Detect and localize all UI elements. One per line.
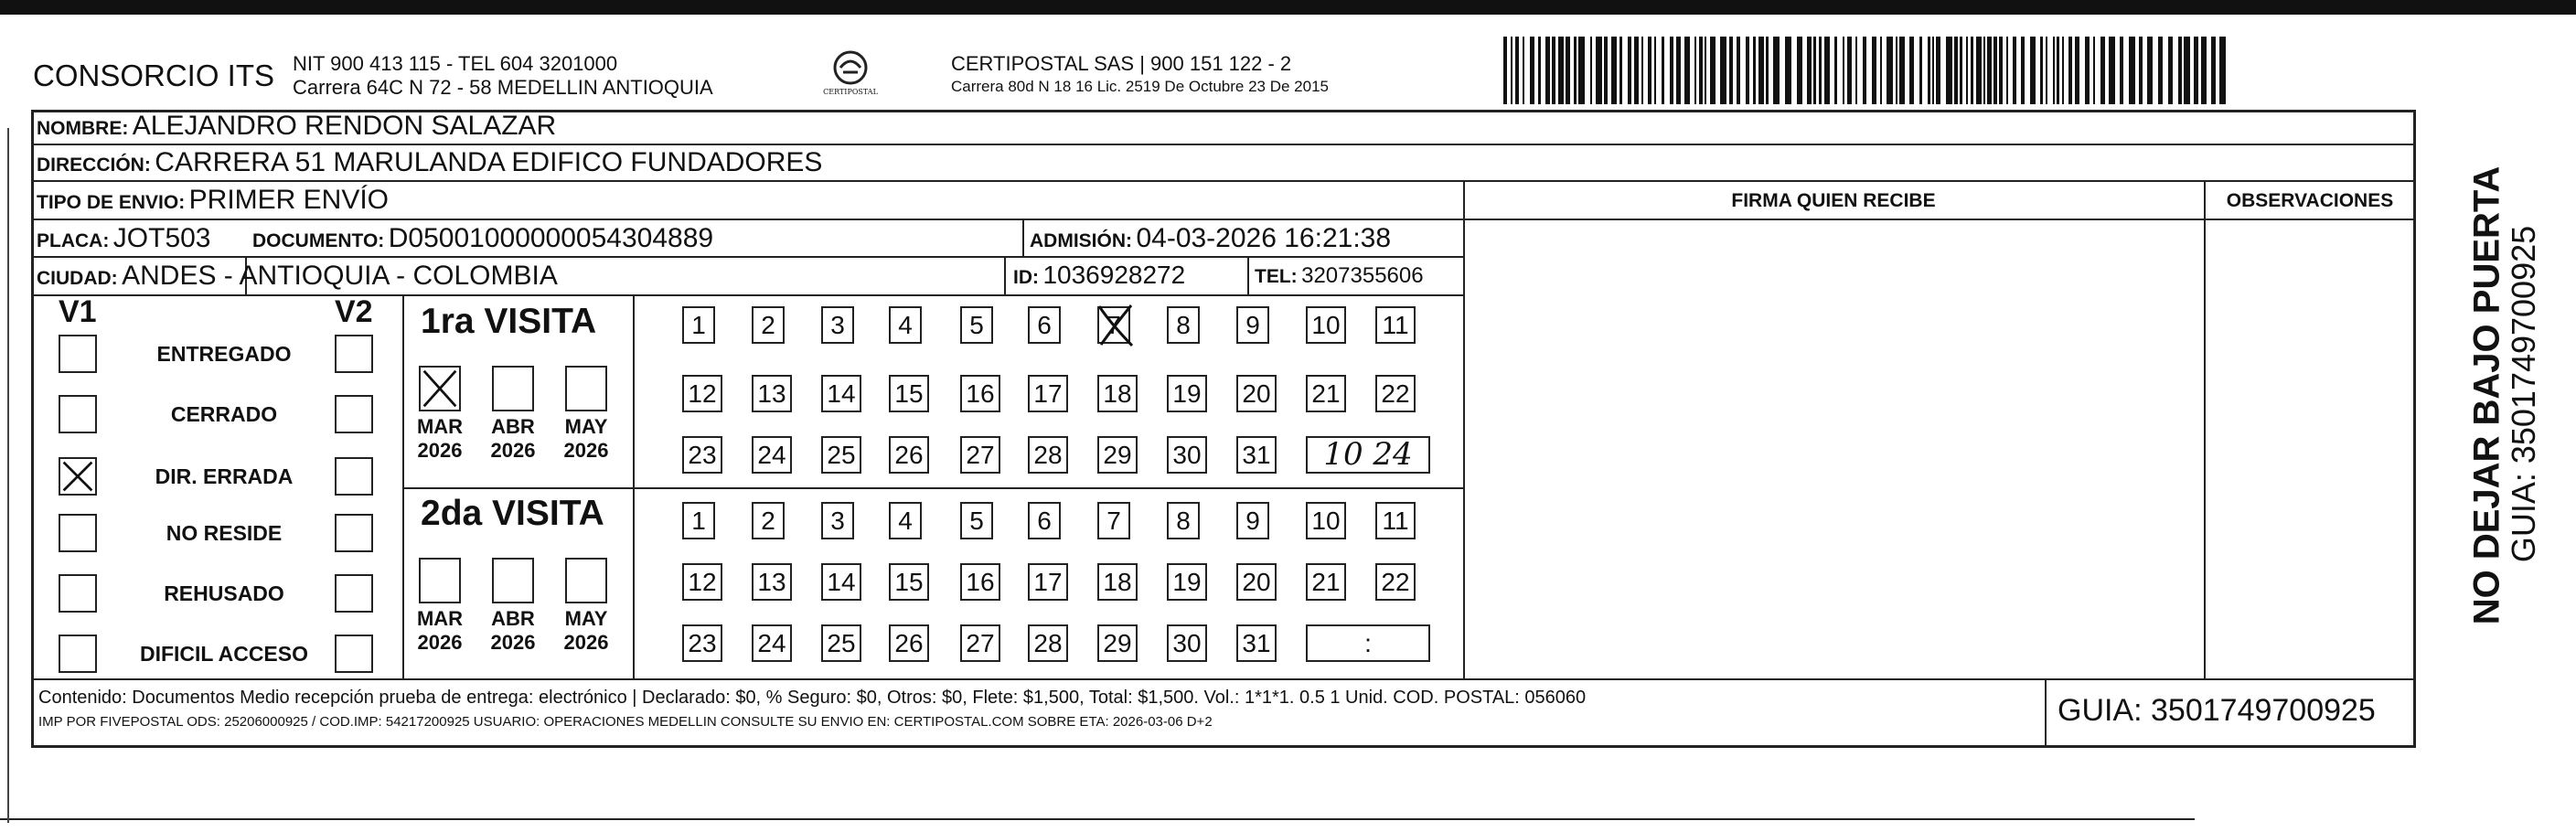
- time-field[interactable]: :: [1306, 624, 1430, 662]
- year-label: 2026: [417, 439, 463, 462]
- barcode-bar: [1847, 37, 1852, 104]
- day-box[interactable]: 9: [1236, 306, 1269, 344]
- v2-header: V2: [335, 294, 373, 329]
- tel-value: 3207355606: [1301, 263, 1424, 288]
- barcode-bar: [1648, 37, 1651, 104]
- barcode-bar: [1662, 37, 1664, 104]
- divider: [2045, 678, 2047, 748]
- tipo-value: PRIMER ENVÍO: [188, 185, 390, 215]
- barcode-bar: [1503, 37, 1507, 104]
- barcode-bar: [2219, 37, 2226, 104]
- day-box[interactable]: 27: [960, 436, 1000, 474]
- barcode-bar: [1676, 37, 1681, 104]
- day-box[interactable]: 27: [960, 624, 1000, 662]
- barcode-bar: [2075, 37, 2079, 104]
- day-box[interactable]: 28: [1028, 624, 1068, 662]
- barcode-bar: [1928, 37, 1930, 104]
- day-box[interactable]: 6: [1028, 306, 1061, 344]
- ciudad-label: CIUDAD:: [37, 268, 118, 289]
- year-label: 2026: [490, 439, 536, 462]
- day-box[interactable]: 3: [821, 502, 854, 539]
- id-field: [1013, 261, 1185, 290]
- barcode-bar: [2158, 37, 2163, 104]
- barcode-bar: [2178, 37, 2182, 104]
- barcode-bar: [2046, 37, 2047, 104]
- barcode-bar: [1641, 37, 1643, 104]
- barcode-bar: [2109, 37, 2115, 104]
- day-box[interactable]: 3: [821, 306, 854, 344]
- side-guia: GUIA: 3501749700925: [2505, 225, 2542, 563]
- barcode-bar: [1987, 37, 1992, 104]
- day-box[interactable]: 26: [889, 436, 929, 474]
- barcode-bar: [2168, 37, 2173, 104]
- day-box[interactable]: 2: [752, 306, 785, 344]
- barcode-bar: [2100, 37, 2105, 104]
- day-box[interactable]: 21: [1306, 563, 1346, 601]
- logo-text: CERTIPOSTAL: [823, 88, 878, 96]
- certipostal-address: Carrera 80d N 18 16 Lic. 2519 De Octubre 23 De 2015: [951, 78, 1329, 95]
- footer-line2: IMP POR FIVEPOSTAL ODS: 25206000925 / COD.IMP: 54217200925 USUARIO: OPERACIONES MEDELLIN CONSULTE SU ENVIO EN: CERTIPOSTAL.COM SOBRE ETA: 2026-03-06 D+2: [38, 714, 1213, 730]
- divider: [31, 180, 2416, 182]
- barcode-bar: [2006, 37, 2008, 104]
- tipo-row: [37, 185, 389, 216]
- barcode-bar: [2139, 37, 2143, 104]
- admision-value: 04-03-2026 16:21:38: [1136, 223, 1392, 253]
- day-box[interactable]: 12: [682, 563, 722, 601]
- day-box[interactable]: 8: [1167, 502, 1200, 539]
- day-box[interactable]: 29: [1097, 624, 1138, 662]
- year-label: 2026: [563, 631, 609, 654]
- barcode-bar: [1863, 37, 1866, 104]
- barcode-bar: [1720, 37, 1726, 104]
- status-label: DIR. ERRADA: [155, 464, 294, 488]
- day-box[interactable]: 14: [821, 563, 861, 601]
- barcode-bar: [2040, 37, 2043, 104]
- v1-checkbox[interactable]: [59, 574, 97, 613]
- barcode-bar: [1909, 37, 1914, 104]
- barcode-bar: [2021, 37, 2025, 104]
- barcode-bar: [1699, 37, 1703, 104]
- barcode-bar: [1578, 37, 1585, 104]
- barcode-bar: [1684, 37, 1690, 104]
- year-label: 2026: [417, 631, 463, 654]
- ciudad-field: [37, 261, 558, 292]
- day-box[interactable]: 30: [1167, 436, 1207, 474]
- barcode-bar: [1729, 37, 1733, 104]
- day-box[interactable]: 24: [752, 436, 792, 474]
- day-box[interactable]: 26: [889, 624, 929, 662]
- tel-field: [1255, 263, 1424, 289]
- day-box[interactable]: 11: [1375, 306, 1416, 344]
- month-checkbox[interactable]: [565, 366, 607, 411]
- v2-checkbox[interactable]: [335, 635, 373, 673]
- v1-checkbox[interactable]: [59, 395, 97, 433]
- month-checkbox[interactable]: [419, 558, 461, 603]
- certipostal-logo: [823, 48, 878, 101]
- day-box[interactable]: 25: [821, 436, 861, 474]
- footer-line1: Contenido: Documentos Medio recepción prueba de entrega: electrónico | Declarado: $0, % Seguro: $0, Otros: $0, Flete: $1,500, Total: $1,500. Vol.: 1*1*1. 0.5 1 Unid. COD. POSTAL: 056060: [38, 688, 1587, 708]
- month-label: MAY: [564, 415, 608, 438]
- footer-guia: GUIA: 3501749700925: [2058, 693, 2376, 728]
- ciudad-value: ANDES - ANTIOQUIA - COLOMBIA: [122, 261, 558, 291]
- nombre-value: ALEJANDRO RENDON SALAZAR: [132, 111, 557, 141]
- day-box[interactable]: 7: [1097, 306, 1130, 344]
- tipo-label: TIPO DE ENVIO:: [37, 192, 186, 213]
- status-label: ENTREGADO: [156, 342, 292, 366]
- day-box[interactable]: 18: [1097, 563, 1138, 601]
- barcode-bar: [2184, 37, 2190, 104]
- divider: [633, 294, 635, 678]
- day-box[interactable]: 22: [1375, 563, 1416, 601]
- barcode-bar: [1619, 37, 1622, 104]
- barcode-bar: [1628, 37, 1631, 104]
- barcode: [1503, 37, 2226, 104]
- barcode-bar: [1954, 37, 1958, 104]
- barcode-bar: [1753, 37, 1756, 104]
- day-box[interactable]: 1: [682, 306, 715, 344]
- barcode-bar: [1983, 37, 1985, 104]
- direccion-value: CARRERA 51 MARULANDA EDIFICO FUNDADORES: [155, 147, 823, 177]
- barcode-bar: [1670, 37, 1673, 104]
- barcode-bar: [2120, 37, 2123, 104]
- day-box[interactable]: 24: [752, 624, 792, 662]
- divider: [402, 294, 404, 678]
- divider: [31, 144, 2416, 145]
- day-box[interactable]: 17: [1028, 375, 1068, 412]
- barcode-bar: [1932, 37, 1934, 104]
- barcode-bar: [1797, 37, 1802, 104]
- barcode-bar: [1574, 37, 1577, 104]
- first-visit-title: 1ra VISITA: [421, 302, 597, 341]
- day-check-mark: [1094, 303, 1136, 348]
- divider: [1022, 219, 1024, 256]
- day-box[interactable]: 20: [1236, 375, 1277, 412]
- day-box[interactable]: 5: [960, 502, 993, 539]
- month-label: MAY: [564, 607, 608, 630]
- barcode-bar: [1824, 37, 1830, 104]
- barcode-bar: [1545, 37, 1550, 104]
- day-box[interactable]: 25: [821, 624, 861, 662]
- nombre-row: [37, 111, 556, 142]
- divider: [1463, 180, 1465, 678]
- v1-checkbox[interactable]: [59, 514, 97, 552]
- barcode-bar: [2053, 37, 2055, 104]
- barcode-bar: [1843, 37, 1844, 104]
- day-box[interactable]: 22: [1375, 375, 1416, 412]
- month-label: MAR: [416, 607, 464, 630]
- barcode-bar: [2013, 37, 2016, 104]
- barcode-bar: [2085, 37, 2090, 104]
- status-label: DIFICIL ACCESO: [139, 642, 308, 666]
- v2-checkbox[interactable]: [335, 395, 373, 433]
- documento-label: DOCUMENTO:: [252, 230, 385, 251]
- bottom-border: [0, 818, 2195, 820]
- day-box[interactable]: 20: [1236, 563, 1277, 601]
- day-box[interactable]: 4: [889, 306, 922, 344]
- status-label: CERRADO: [170, 402, 278, 426]
- barcode-bar: [1746, 37, 1749, 104]
- day-box[interactable]: 10: [1306, 306, 1346, 344]
- day-box[interactable]: 23: [682, 624, 722, 662]
- day-box[interactable]: 13: [752, 375, 792, 412]
- v1-checkbox[interactable]: [59, 635, 97, 673]
- barcode-bar: [1855, 37, 1857, 104]
- divider: [1004, 256, 1006, 294]
- barcode-bar: [1999, 37, 2003, 104]
- month-checkbox[interactable]: [492, 366, 534, 411]
- side-text: [2423, 128, 2542, 658]
- barcode-bar: [1634, 37, 1639, 104]
- barcode-bar: [2068, 37, 2072, 104]
- day-box[interactable]: 31: [1236, 624, 1277, 662]
- barcode-bar: [1966, 37, 1968, 104]
- day-box[interactable]: 1: [682, 502, 715, 539]
- certipostal-company: CERTIPOSTAL SAS | 900 151 122 - 2: [951, 52, 1292, 75]
- direccion-label: DIRECCIÓN:: [37, 155, 151, 176]
- placa-value: JOT503: [112, 223, 211, 253]
- month-checkbox[interactable]: [565, 558, 607, 603]
- documento-value: D05001000000054304889: [388, 223, 714, 253]
- month-label: MAR: [416, 415, 464, 438]
- day-box[interactable]: 31: [1236, 436, 1277, 474]
- barcode-bar: [2129, 37, 2135, 104]
- day-box[interactable]: 11: [1375, 502, 1416, 539]
- barcode-bar: [1807, 37, 1812, 104]
- month-checkbox[interactable]: [419, 366, 461, 411]
- observaciones-header: OBSERVACIONES: [2226, 190, 2394, 211]
- barcode-bar: [1993, 37, 1997, 104]
- barcode-bar: [1604, 37, 1608, 104]
- day-box[interactable]: 23: [682, 436, 722, 474]
- second-visit-title: 2da VISITA: [421, 494, 604, 533]
- divider: [31, 678, 2416, 680]
- admision-label: ADMISIÓN:: [1030, 230, 1132, 251]
- barcode-bar: [1896, 37, 1897, 104]
- v2-checkbox[interactable]: [335, 335, 373, 373]
- day-box[interactable]: 12: [682, 375, 722, 412]
- day-box[interactable]: 9: [1236, 502, 1269, 539]
- day-box[interactable]: 21: [1306, 375, 1346, 412]
- barcode-bar: [1654, 37, 1656, 104]
- id-value: 1036928272: [1042, 261, 1186, 289]
- barcode-bar: [1552, 37, 1555, 104]
- barcode-bar: [2093, 37, 2095, 104]
- barcode-bar: [1705, 37, 1706, 104]
- placa-field: [37, 223, 211, 254]
- barcode-bar: [1511, 37, 1512, 104]
- barcode-bar: [1960, 37, 1962, 104]
- id-label: ID:: [1013, 267, 1039, 288]
- no-dejar-bajo-puerta: NO DEJAR BAJO PUERTA: [2466, 165, 2507, 625]
- barcode-bar: [1558, 37, 1564, 104]
- day-box[interactable]: 8: [1167, 306, 1200, 344]
- barcode-bar: [1530, 37, 1534, 104]
- barcode-bar: [1813, 37, 1816, 104]
- barcode-bar: [1773, 37, 1780, 104]
- day-box[interactable]: 19: [1167, 375, 1207, 412]
- top-border: [0, 0, 2576, 15]
- barcode-bar: [2057, 37, 2059, 104]
- company-nit: NIT 900 413 115 - TEL 604 3201000: [293, 52, 618, 75]
- day-box[interactable]: 18: [1097, 375, 1138, 412]
- barcode-bar: [1785, 37, 1791, 104]
- day-box[interactable]: 17: [1028, 563, 1068, 601]
- v2-checkbox[interactable]: [335, 457, 373, 496]
- v2-checkbox[interactable]: [335, 574, 373, 613]
- barcode-bar: [1710, 37, 1716, 104]
- barcode-bar: [1596, 37, 1602, 104]
- year-label: 2026: [563, 439, 609, 462]
- barcode-bar: [1538, 37, 1541, 104]
- day-box[interactable]: 29: [1097, 436, 1138, 474]
- status-label: NO RESIDE: [166, 521, 283, 545]
- barcode-bar: [1971, 37, 1973, 104]
- firma-header: FIRMA QUIEN RECIBE: [1731, 190, 1936, 211]
- divider: [31, 219, 2416, 220]
- day-box[interactable]: 15: [889, 375, 929, 412]
- placa-label: PLACA:: [37, 230, 110, 251]
- barcode-bar: [2194, 37, 2198, 104]
- nombre-label: NOMBRE:: [37, 118, 129, 139]
- barcode-bar: [1819, 37, 1822, 104]
- day-box[interactable]: 13: [752, 563, 792, 601]
- divider: [2204, 180, 2206, 678]
- v1-checkbox[interactable]: [59, 457, 97, 496]
- v2-checkbox[interactable]: [335, 514, 373, 552]
- day-box[interactable]: 15: [889, 563, 929, 601]
- company-address: Carrera 64C N 72 - 58 MEDELLIN ANTIOQUIA: [293, 76, 713, 99]
- barcode-bar: [1946, 37, 1952, 104]
- day-box[interactable]: 10: [1306, 502, 1346, 539]
- v1-checkbox[interactable]: [59, 335, 97, 373]
- day-box[interactable]: 28: [1028, 436, 1068, 474]
- day-box[interactable]: 19: [1167, 563, 1207, 601]
- day-box[interactable]: 2: [752, 502, 785, 539]
- barcode-bar: [1566, 37, 1570, 104]
- barcode-bar: [1758, 37, 1764, 104]
- barcode-bar: [1976, 37, 1982, 104]
- barcode-bar: [1936, 37, 1940, 104]
- day-box[interactable]: 4: [889, 502, 922, 539]
- status-label: REHUSADO: [164, 581, 284, 605]
- barcode-bar: [1887, 37, 1893, 104]
- divider: [1247, 256, 1249, 294]
- direccion-row: [37, 147, 822, 178]
- barcode-bar: [1872, 37, 1876, 104]
- day-box[interactable]: 14: [821, 375, 861, 412]
- barcode-bar: [1590, 37, 1592, 104]
- documento-field: [252, 223, 713, 254]
- barcode-bar: [2062, 37, 2064, 104]
- barcode-bar: [1737, 37, 1740, 104]
- barcode-bar: [1694, 37, 1696, 104]
- day-box[interactable]: 5: [960, 306, 993, 344]
- day-box[interactable]: 16: [960, 563, 1000, 601]
- barcode-bar: [1611, 37, 1617, 104]
- barcode-bar: [1899, 37, 1905, 104]
- time-field[interactable]: 10 24: [1306, 436, 1430, 474]
- barcode-bar: [2030, 37, 2036, 104]
- barcode-bar: [1523, 37, 1524, 104]
- barcode-bar: [1515, 37, 1519, 104]
- day-box[interactable]: 6: [1028, 502, 1061, 539]
- barcode-bar: [1880, 37, 1882, 104]
- year-label: 2026: [490, 631, 536, 654]
- month-label: ABR: [491, 415, 535, 438]
- v1-header: V1: [59, 294, 97, 329]
- barcode-bar: [2201, 37, 2207, 104]
- day-box[interactable]: 7: [1097, 502, 1130, 539]
- divider: [402, 487, 1463, 489]
- month-checkbox[interactable]: [492, 558, 534, 603]
- divider: [31, 294, 1463, 296]
- barcode-bar: [2147, 37, 2153, 104]
- day-box[interactable]: 16: [960, 375, 1000, 412]
- left-border: [7, 128, 9, 823]
- tel-label: TEL:: [1255, 266, 1298, 287]
- month-label: ABR: [491, 607, 535, 630]
- barcode-bar: [1766, 37, 1769, 104]
- barcode-bar: [1834, 37, 1837, 104]
- company-name: CONSORCIO ITS: [33, 59, 275, 92]
- admision-field: [1030, 223, 1391, 254]
- barcode-bar: [1919, 37, 1922, 104]
- barcode-bar: [2211, 37, 2216, 104]
- day-box[interactable]: 30: [1167, 624, 1207, 662]
